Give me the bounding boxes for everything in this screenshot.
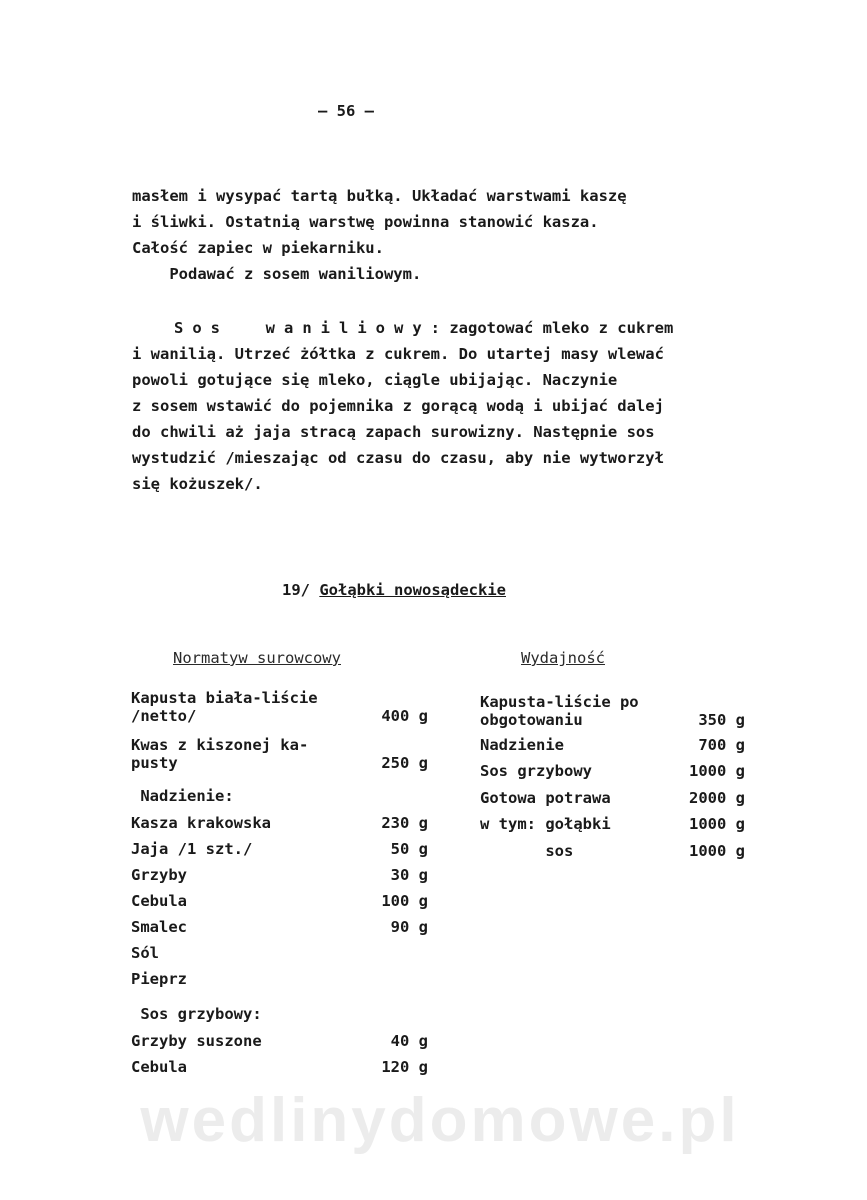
item-name: Smalec	[131, 918, 187, 936]
item-quantity: 120 g	[381, 1058, 428, 1076]
page-number: – 56 –	[318, 102, 374, 120]
item-quantity: 90 g	[390, 918, 428, 936]
item-quantity: 100 g	[381, 892, 428, 910]
recipe-number: 19/	[282, 581, 310, 599]
item-name: Kasza krakowska	[131, 814, 271, 832]
item-name: sos	[480, 842, 574, 860]
item-quantity: 50 g	[390, 840, 428, 858]
item-name: Gotowa potrawa	[480, 789, 611, 807]
item-quantity: 350 g	[698, 711, 745, 729]
item-name: Sos grzybowy:	[131, 1005, 262, 1023]
item-quantity: 400 g	[381, 707, 428, 725]
item-quantity: 250 g	[381, 754, 428, 772]
recipe-title-text: Gołąbki nowosądeckie	[319, 581, 506, 599]
item-quantity: 1000 g	[689, 762, 745, 780]
sauce-first-line-rest: : zagotować mleko z cukrem	[430, 319, 674, 337]
item-quantity: 1000 g	[689, 815, 745, 833]
sauce-line: z sosem wstawić do pojemnika z gorącą wodą i ubijać dalej	[132, 397, 664, 415]
item-name: Cebula	[131, 1058, 187, 1076]
item-name: Pieprz	[131, 970, 187, 988]
paragraph-line: masłem i wysypać tartą bułką. Układać warstwami kaszę	[132, 187, 627, 205]
sauce-line: do chwili aż jaja stracą zapach surowizny. Następnie sos	[132, 423, 655, 441]
item-quantity: 2000 g	[689, 789, 745, 807]
item-name: Nadzienie:	[131, 787, 234, 805]
sauce-line: i wanilią. Utrzeć żółtka z cukrem. Do utartej masy wlewać	[132, 345, 664, 363]
right-column-header: Wydajność	[521, 649, 605, 667]
item-name: Grzyby	[131, 866, 187, 884]
left-column-header: Normatyw surowcowy	[173, 649, 341, 667]
item-quantity: 30 g	[390, 866, 428, 884]
sauce-label: Sos waniliowy	[174, 319, 431, 337]
paragraph-line: i śliwki. Ostatnią warstwę powinna stanowić kasza.	[132, 213, 599, 231]
sauce-line: wystudzić /mieszając od czasu do czasu, aby nie wytworzył	[132, 449, 664, 467]
item-name: Cebula	[131, 892, 187, 910]
watermark: wedlinydomowe.pl	[140, 1086, 740, 1155]
item-name: Jaja /1 szt./	[131, 840, 253, 858]
item-quantity: 1000 g	[689, 842, 745, 860]
item-name: Kapusta-liście po obgotowaniu	[480, 693, 639, 729]
sauce-first-line	[174, 315, 673, 341]
item-quantity: 700 g	[698, 736, 745, 754]
item-name: Nadzienie	[480, 736, 564, 754]
item-name: Kwas z kiszonej ka- pusty	[131, 736, 309, 772]
item-quantity: 40 g	[390, 1032, 428, 1050]
item-name: w tym: gołąbki	[480, 815, 611, 833]
sauce-line: powoli gotujące się mleko, ciągle ubijając. Naczynie	[132, 371, 618, 389]
item-quantity: 230 g	[381, 814, 428, 832]
item-name: Grzyby suszone	[131, 1032, 262, 1050]
paragraph-line: Całość zapiec w piekarniku.	[132, 239, 384, 257]
sauce-line: się kożuszek/.	[132, 475, 263, 493]
item-name: Kapusta biała-liście /netto/	[131, 689, 318, 725]
recipe-title	[282, 577, 506, 603]
item-name: Sól	[131, 944, 159, 962]
paragraph-line: Podawać z sosem waniliowym.	[132, 265, 422, 283]
item-name: Sos grzybowy	[480, 762, 592, 780]
